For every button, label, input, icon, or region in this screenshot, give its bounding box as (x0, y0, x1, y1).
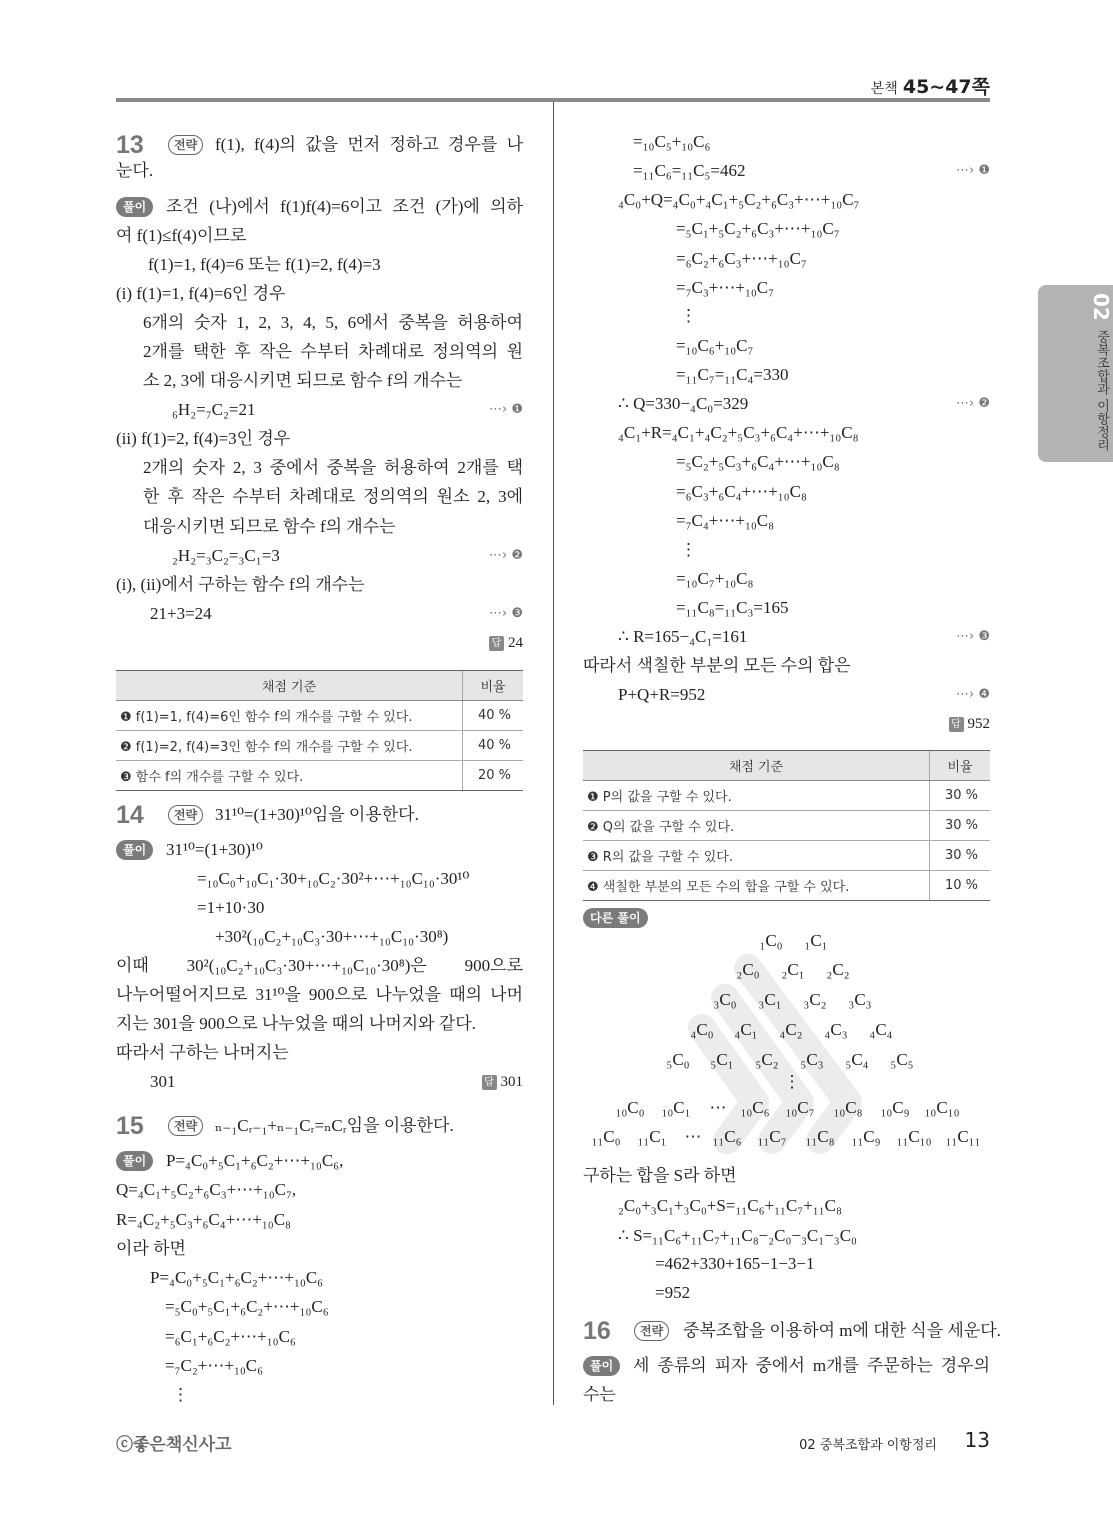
text-line: 301 (150, 1072, 176, 1091)
text-line: ⋮ (172, 1385, 189, 1404)
text-line: (ii) f(1)=2, f(4)=3인 경우 (116, 429, 291, 448)
text-line: 수는 (583, 1385, 616, 1404)
triangle-entry: ₅C₂ (755, 1050, 779, 1069)
triangle-entry: ₁₁C₆ (712, 1127, 742, 1146)
text-line: 2개의 숫자 2, 3 중에서 중복을 허용하여 2개를 택 (143, 458, 523, 477)
answer-icon: 답 (482, 1075, 497, 1090)
text-line: R=₄C₂+₅C₃+₆C₄+⋯+₁₀C₈ (116, 1210, 291, 1229)
step-marker: ⋯› ❷ (489, 548, 523, 563)
text-line: ₄C₁+R=₄C₁+₄C₂+₅C₃+₆C₄+⋯+₁₀C₈ (618, 423, 859, 442)
triangle-entry: ₁₀C₀ (615, 1098, 645, 1117)
table-header: 비율 (930, 751, 991, 781)
step-marker: ⋯› ❶ (489, 402, 523, 417)
ratio: 30 % (930, 781, 991, 811)
triangle-entry: ₂C₁ (781, 960, 805, 979)
triangle-entry: ₁₀C₁ (661, 1098, 691, 1117)
triangle-entry: ₁₀C₇ (785, 1098, 815, 1117)
text-line: =₁₀C₇+₁₀C₈ (676, 569, 754, 588)
publisher-logo: ⓒ좋은책신사고 (116, 1435, 232, 1455)
triangle-entry: ₅C₀ (666, 1050, 690, 1069)
table-header: 비율 (463, 671, 524, 701)
text-line: 2개를 택한 후 작은 수부터 차례대로 정의역의 원 (143, 342, 523, 361)
text-line: 눈다. (116, 161, 154, 180)
text-line: =₁₀C₀+₁₀C₁·30+₁₀C₂·30²+⋯+₁₀C₁₀·30¹⁰ (197, 869, 470, 888)
triangle-entry: ₅C₁ (710, 1050, 734, 1069)
text-line: =₅C₀+₅C₁+₆C₂+⋯+₁₀C₆ (165, 1297, 329, 1316)
triangle-entry: ₃C₀ (713, 990, 737, 1009)
problem-number-14: 14 (116, 801, 144, 829)
text-line: 지는 301을 900으로 나누었을 때의 나머지와 같다. (116, 1014, 476, 1033)
text-line: ⋮ (680, 306, 697, 325)
triangle-entry: ₁₁C₁ (637, 1127, 667, 1146)
text-line: 따라서 색칠한 부분의 모든 수의 합은 (583, 656, 851, 675)
triangle-entry: ₁₁C₇ (757, 1127, 787, 1146)
text-line: 여 f(1)≤f(4)이므로 (116, 226, 247, 245)
triangle-entry: ₃C₁ (758, 990, 782, 1009)
text-line: 6개의 숫자 1, 2, 3, 4, 5, 6에서 중복을 허용하여 (143, 313, 523, 332)
triangle-entry: ₃C₃ (848, 990, 872, 1009)
text-line: =₆C₁+₆C₂+⋯+₁₀C₆ (165, 1327, 296, 1346)
text-line: (i) f(1)=1, f(4)=6인 경우 (116, 284, 286, 303)
criterion: ❶ P의 값을 구할 수 있다. (583, 781, 930, 811)
triangle-entry: ₅C₄ (845, 1050, 869, 1069)
text-line: =₅C₂+₅C₃+₆C₄+⋯+₁₀C₈ (676, 452, 840, 471)
text-line: =₆C₃+₆C₄+⋯+₁₀C₈ (676, 482, 807, 501)
problem-number-13: 13 (116, 131, 144, 159)
text-line: 대응시키면 되므로 함수 f의 개수는 (143, 517, 396, 536)
text-line: 이때 30²(₁₀C₂+₁₀C₃·30+⋯+₁₀C₁₀·30⁸)은 900으로 (116, 956, 523, 975)
triangle-entry: ₁₀C₉ (880, 1098, 910, 1117)
criterion: ❷ f(1)=2, f(4)=3인 함수 f의 개수를 구할 수 있다. (116, 731, 463, 761)
text-line: f(1)=1, f(4)=6 또는 f(1)=2, f(4)=3 (148, 255, 381, 274)
ratio: 30 % (930, 811, 991, 841)
text-line: 나누어떨어지므로 31¹⁰을 900으로 나누었을 때의 나머 (116, 985, 523, 1004)
triangle-entry: ₁₁C₁₁ (945, 1127, 981, 1146)
triangle-entry: ₄C₀ (690, 1020, 714, 1039)
triangle-entry: ⋯ (709, 1098, 727, 1117)
text-line: =₁₁C₇=₁₁C₄=330 (676, 365, 789, 384)
text-line: P=₄C₀+₅C₁+₆C₂+⋯+₁₀C₆ (150, 1268, 324, 1287)
text-line: ₂H₂=₃C₂=₃C₁=3 (172, 546, 280, 565)
solution-badge: 풀이 (583, 1356, 620, 1376)
text-line: 한 후 작은 수부터 차례대로 정의역의 원소 2, 3에 (143, 487, 523, 506)
strategy-badge: 전략 (168, 805, 203, 825)
text-line: +30²(₁₀C₂+₁₀C₃·30+⋯+₁₀C₁₀·30⁸) (215, 927, 449, 946)
text-line: 구하는 합을 S라 하면 (583, 1166, 737, 1185)
step-marker: ⋯› ❶ (956, 163, 990, 178)
text-line: 31¹⁰=(1+30)¹⁰ (166, 840, 263, 859)
text-line: =₁₀C₆+₁₀C₇ (676, 336, 754, 355)
triangle-entry: ₄C₄ (869, 1020, 893, 1039)
triangle-entry: ₅C₅ (890, 1050, 914, 1069)
step-marker: ⋯› ❹ (956, 687, 990, 702)
triangle-entry: ₄C₃ (824, 1020, 848, 1039)
step-marker: ⋯› ❸ (956, 629, 990, 644)
alt-solution-badge: 다른 풀이 (583, 908, 648, 928)
text-line: ∴ R=165−₄C₁=161 (618, 627, 748, 646)
text-line: 조건 (나)에서 f(1)f(4)=6이고 조건 (가)에 의하 (166, 197, 523, 216)
triangle-entry: ₁₀C₆ (740, 1098, 770, 1117)
text-line: =462+330+165−1−3−1 (655, 1254, 815, 1273)
text-line: ₄C₀+Q=₄C₀+₄C₁+₅C₂+₆C₃+⋯+₁₀C₇ (618, 190, 860, 209)
triangle-entry: ₁₁C₀ (591, 1127, 621, 1146)
text-line: =₇C₃+⋯+₁₀C₇ (676, 278, 775, 297)
triangle-entry: ₁₁C₈ (805, 1127, 835, 1146)
text-line: (i), (ii)에서 구하는 함수 f의 개수는 (116, 575, 365, 594)
table-header: 채점 기준 (116, 671, 463, 701)
triangle-entry: ₁₁C₉ (851, 1127, 881, 1146)
strategy-badge: 전략 (634, 1321, 669, 1341)
triangle-entry: ⋮ (783, 1072, 801, 1091)
problem-number-16: 16 (583, 1317, 611, 1345)
text-line: 세 종류의 피자 중에서 m개를 주문하는 경우의 (633, 1356, 990, 1375)
criterion: ❹ 색칠한 부분의 모든 수의 합을 구할 수 있다. (583, 871, 930, 901)
header-pages: 45~47쪽 (902, 76, 990, 98)
criterion: ❸ 함수 f의 개수를 구할 수 있다. (116, 761, 463, 791)
answer-value: 24 (508, 635, 523, 651)
text-line: 중복조합을 이용하여 m에 대한 식을 세운다. (683, 1321, 1001, 1340)
text-line: ∴ Q=330−₄C₀=329 (618, 394, 749, 413)
text-line: =₅C₁+₅C₂+₆C₃+⋯+₁₀C₇ (676, 219, 840, 238)
side-tab-title: 중복조합과 이항정리 (1094, 329, 1109, 452)
ratio: 40 % (463, 731, 524, 761)
triangle-entry: ₁₀C₈ (833, 1098, 863, 1117)
ratio: 40 % (463, 701, 524, 731)
text-line: =₆C₂+₆C₃+⋯+₁₀C₇ (676, 249, 807, 268)
text-line: 소 2, 3에 대응시키면 되므로 함수 f의 개수는 (143, 371, 463, 390)
text-line: P+Q+R=952 (618, 685, 706, 704)
text-line: Q=₄C₁+₅C₂+₆C₃+⋯+₁₀C₇, (116, 1180, 297, 1199)
solution-badge: 풀이 (116, 197, 153, 217)
triangle-entry: ₁C₀ (759, 931, 783, 950)
text-line: =₇C₄+⋯+₁₀C₈ (676, 511, 775, 530)
text-line: =952 (655, 1283, 691, 1302)
text-line: 따라서 구하는 나머지는 (116, 1043, 289, 1062)
text-line: ₆H₂=₇C₂=21 (172, 400, 256, 419)
text-line: 이라 하면 (116, 1239, 186, 1258)
text-line: ₂C₀+₃C₁+₃C₀+S=₁₁C₆+₁₁C₇+₁₁C₈ (618, 1196, 842, 1215)
triangle-entry: ₂C₂ (826, 960, 850, 979)
ratio: 10 % (930, 871, 991, 901)
text-line: ₙ₋₁Cᵣ₋₁+ₙ₋₁Cᵣ=ₙCᵣ임을 이용한다. (215, 1116, 454, 1135)
text-line: =₇C₂+⋯+₁₀C₆ (165, 1356, 264, 1375)
side-tab-number: 02 (1089, 293, 1113, 321)
strategy-badge: 전략 (168, 135, 203, 155)
ratio: 30 % (930, 841, 991, 871)
triangle-entry: ₂C₀ (736, 960, 760, 979)
triangle-entry: ⋯ (684, 1127, 702, 1146)
text-line: =₁₁C₈=₁₁C₃=165 (676, 598, 789, 617)
step-marker: ⋯› ❷ (956, 396, 990, 411)
footer-chapter: 02 중복조합과 이항정리 (799, 1438, 937, 1453)
text-line: =₁₁C₆=₁₁C₅=462 (633, 161, 746, 180)
text-line: =₁₀C₅+₁₀C₆ (633, 132, 711, 151)
text-line: 21+3=24 (150, 604, 212, 623)
answer-icon: 답 (489, 636, 504, 651)
step-marker: ⋯› ❸ (489, 606, 523, 621)
solution-badge: 풀이 (116, 840, 153, 860)
answer-value: 952 (967, 716, 990, 732)
criterion: ❶ f(1)=1, f(4)=6인 함수 f의 개수를 구할 수 있다. (116, 701, 463, 731)
header-prefix: 본책 (870, 81, 898, 97)
text-line: f(1), f(4)의 값을 먼저 정하고 경우를 나 (215, 135, 523, 154)
triangle-entry: ₁C₁ (804, 931, 828, 950)
text-line: P=₄C₀+₅C₁+₆C₂+⋯+₁₀C₆, (166, 1151, 344, 1170)
solution-badge: 풀이 (116, 1151, 153, 1171)
ratio: 20 % (463, 761, 524, 791)
triangle-entry: ₄C₁ (734, 1020, 758, 1039)
strategy-badge: 전략 (168, 1116, 203, 1136)
triangle-entry: ₃C₂ (803, 990, 827, 1009)
criterion: ❷ Q의 값을 구할 수 있다. (583, 811, 930, 841)
text-line: ⋮ (680, 540, 697, 559)
answer-value: 301 (500, 1074, 523, 1090)
text-line: =1+10·30 (197, 898, 265, 917)
problem-number-15: 15 (116, 1112, 144, 1140)
text-line: 31¹⁰=(1+30)¹⁰임을 이용한다. (215, 805, 419, 824)
criterion: ❸ R의 값을 구할 수 있다. (583, 841, 930, 871)
table-header: 채점 기준 (583, 751, 930, 781)
triangle-entry: ₄C₂ (779, 1020, 803, 1039)
triangle-entry: ₅C₃ (800, 1050, 824, 1069)
text-line: ∴ S=₁₁C₆+₁₁C₇+₁₁C₈−₂C₀−₃C₁−₃C₀ (618, 1226, 857, 1245)
triangle-entry: ₁₁C₁₀ (896, 1127, 932, 1146)
answer-icon: 답 (949, 717, 964, 732)
page-number: 13 (964, 1428, 990, 1452)
triangle-entry: ₁₀C₁₀ (924, 1098, 960, 1117)
